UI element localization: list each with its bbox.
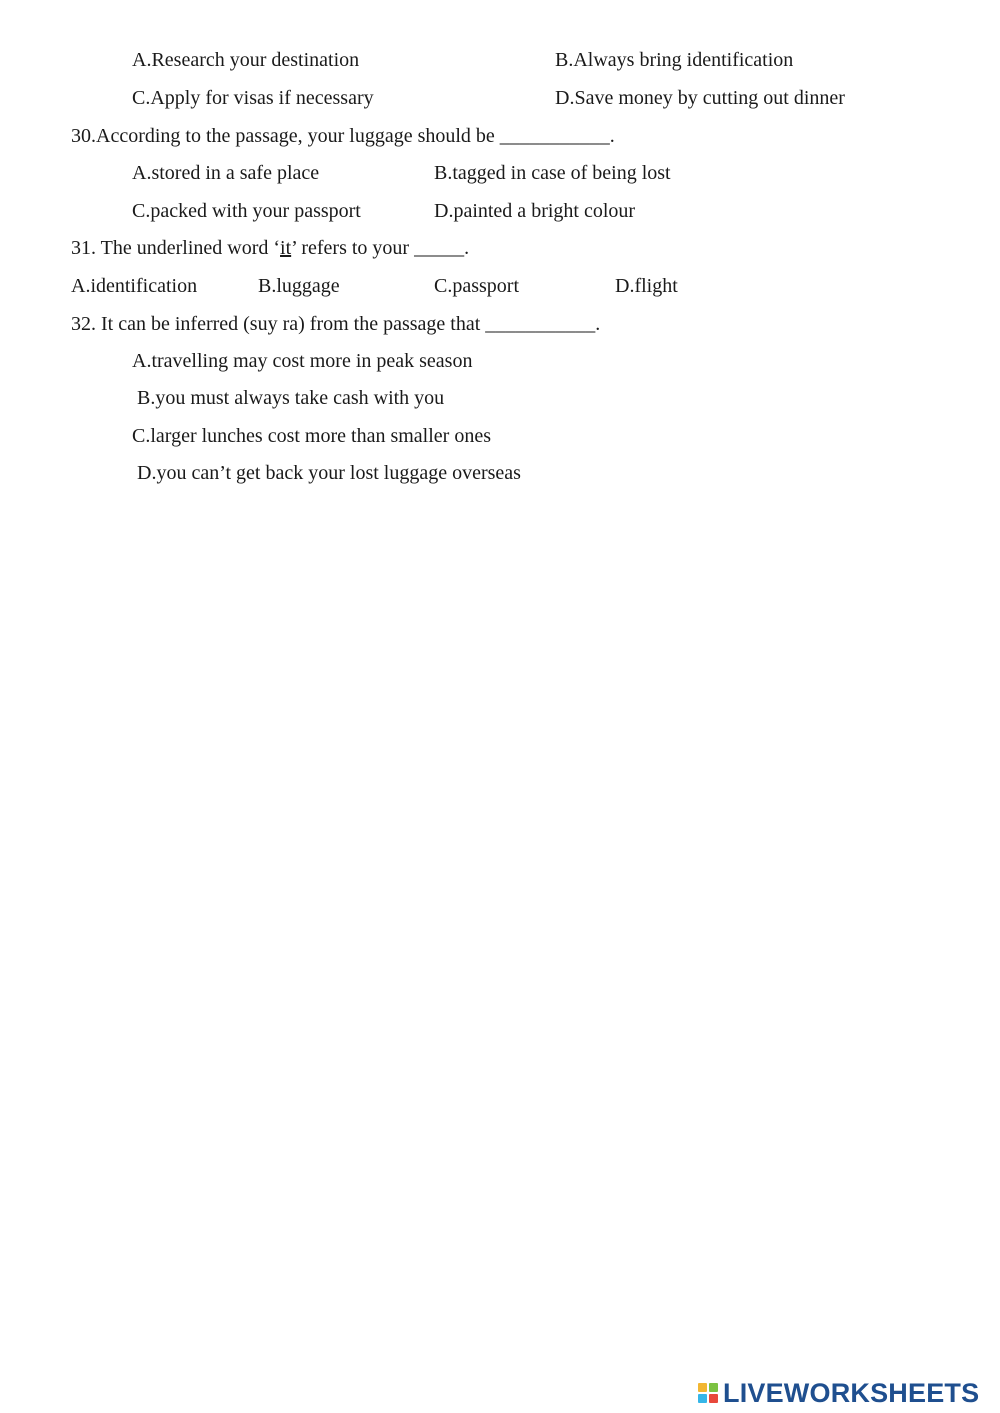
- q29-option-a: A.Research your destination: [132, 49, 360, 71]
- q31-underlined-word: it: [280, 237, 292, 259]
- logo-grid-icon: [698, 1383, 718, 1403]
- q30-question: 30.According to the passage, your luggage should be ___________.: [71, 125, 615, 147]
- q29-option-c: C.Apply for visas if necessary: [132, 87, 374, 109]
- q30-option-d: D.painted a bright colour: [434, 200, 636, 222]
- q31-option-a: A.identification: [71, 275, 198, 297]
- q29-option-d: D.Save money by cutting out dinner: [555, 87, 845, 109]
- q31-question-prefix: 31. The underlined word ‘: [71, 237, 281, 259]
- q32-option-c: C.larger lunches cost more than smaller ones: [132, 425, 491, 447]
- q31-question-suffix: ’ refers to your _____.: [291, 237, 470, 259]
- q29-option-b: B.Always bring identification: [555, 49, 794, 71]
- q32-option-a: A.travelling may cost more in peak season: [132, 350, 473, 372]
- q30-option-c: C.packed with your passport: [132, 200, 361, 222]
- q32-option-d: D.you can’t get back your lost luggage overseas: [137, 462, 521, 484]
- q31-option-c: C.passport: [434, 275, 519, 297]
- liveworksheets-logo: [698, 1378, 979, 1408]
- q30-option-b: B.tagged in case of being lost: [434, 162, 671, 184]
- q32-question: 32. It can be inferred (suy ra) from the passage that ___________.: [71, 313, 601, 335]
- q31-option-d: D.flight: [615, 275, 678, 297]
- q31-question: [71, 236, 469, 260]
- q31-option-b: B.luggage: [258, 275, 340, 297]
- q30-option-a: A.stored in a safe place: [132, 162, 320, 184]
- logo-text: LIVEWORKSHEETS: [723, 1377, 980, 1408]
- q32-option-b: B.you must always take cash with you: [137, 387, 445, 409]
